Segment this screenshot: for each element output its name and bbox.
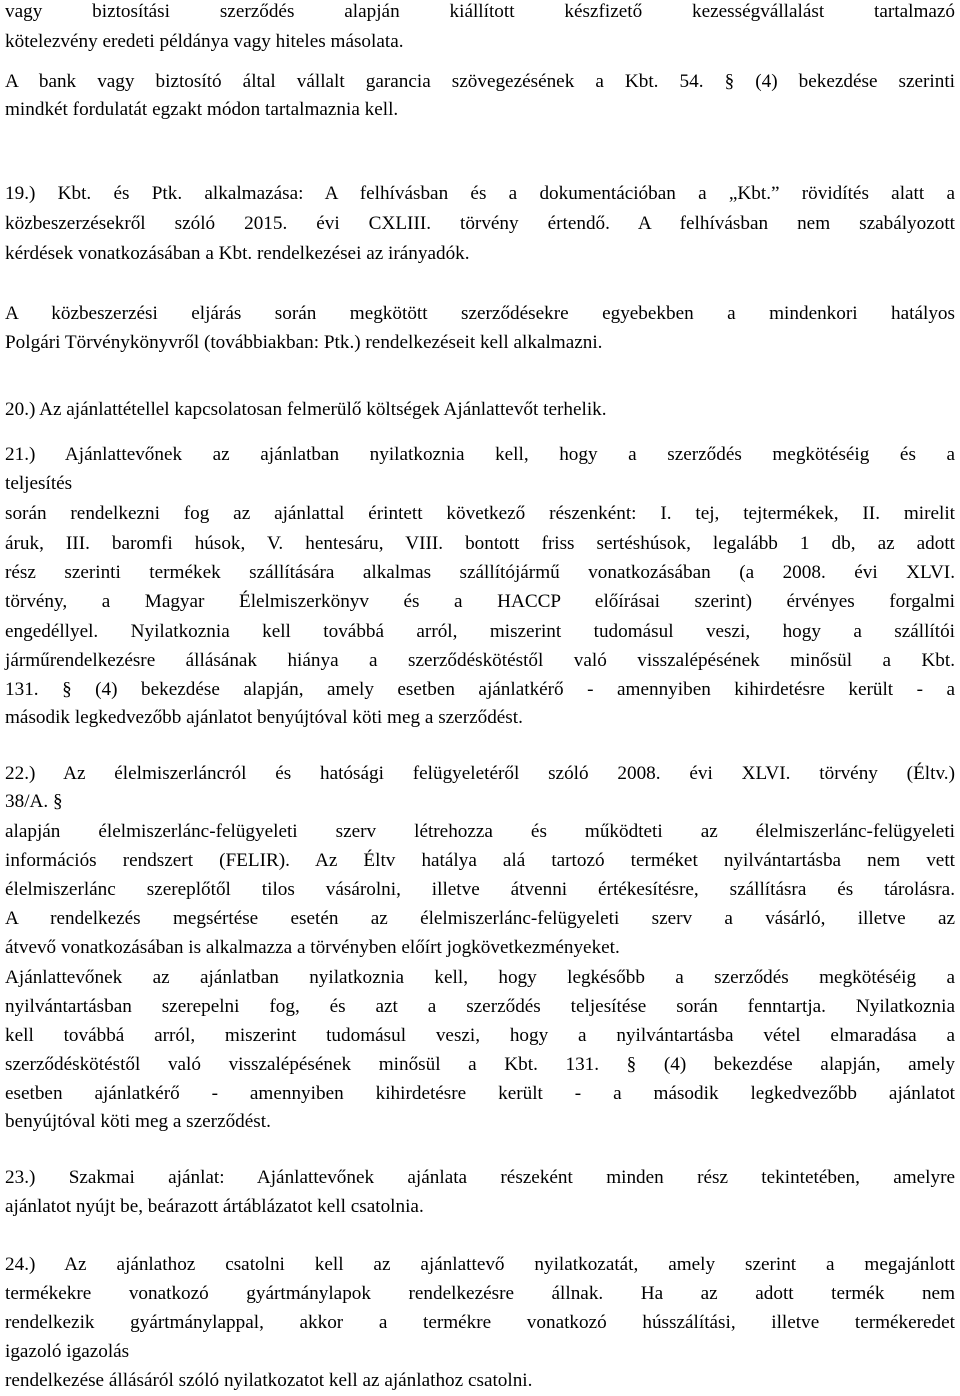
text-line: kell továbbá arról, miszerint tudomásul veszi, hogy a nyilvántartásba vétel elmaradása a (5, 1025, 955, 1046)
text-line: 20.) Az ajánlattétellel kapcsolatosan felmerülő költségek Ajánlattevőt terhelik. (5, 399, 607, 420)
text-line: rész szerinti termékek szállítására alkalmas szállítójármű vonatkozásában (a 2008. évi XLVI. (5, 562, 955, 583)
text-line: során rendelkezni fog az ajánlattal érintett következő részenként: I. tej, tejtermékek, II. mirelit (5, 503, 955, 524)
text-line: igazoló igazolás (5, 1341, 130, 1362)
text-line: benyújtóval köti meg a szerződést. (5, 1111, 271, 1132)
text-line: 23.) Szakmai ajánlat: Ajánlattevőnek ajánlata részeként minden rész tekintetében, amelyre (5, 1167, 955, 1188)
text-line: 21.) Ajánlattevőnek az ajánlatban nyilatkoznia kell, hogy a szerződés megkötéséig és a (5, 444, 955, 465)
text-line: esetben ajánlatkérő - amennyiben kihirdetésre került - a második legkedvezőbb ajánlatot (5, 1083, 955, 1104)
text-line: Polgári Törvénykönyvről (továbbiakban: Ptk.) rendelkezéseit kell alkalmazni. (5, 332, 603, 353)
text-line: 19.) Kbt. és Ptk. alkalmazása: A felhívásban és a dokumentációban a „Kbt.” rövidítés alatt a (5, 183, 955, 204)
text-line: 24.) Az ajánlathoz csatolni kell az ajánlattevő nyilatkozatát, amely szerint a megajánlott (5, 1254, 955, 1275)
text-line: áruk, III. baromfi húsok, V. hentesáru, VIII. bontott friss sertéshúsok, legalább 1 db, az adott (5, 533, 955, 554)
text-line: élelmiszerlánc szereplőtől tilos vásárolni, illetve átvenni értékesítésre, szállításra és tárolásra. (5, 879, 955, 900)
text-line: 131. § (4) bekezdése alapján, amely esetben ajánlatkérő - amennyiben kihirdetésre került - a (5, 679, 955, 700)
text-line: engedéllyel. Nyilatkoznia kell továbbá arról, miszerint tudomásul veszi, hogy a szállítói (5, 621, 955, 642)
text-line: A rendelkezés megsértése esetén az élelmiszerlánc-felügyeleti szerv a vásárló, illetve az (5, 908, 955, 929)
text-line: alapján élelmiszerlánc-felügyeleti szerv létrehozza és működteti az élelmiszerlánc-felügyeleti (5, 821, 955, 842)
text-line: termékekre vonatkozó gyártmánylapok rendelkezésre állnak. Ha az adott termék nem (5, 1283, 955, 1304)
text-line: mindkét fordulatát egzakt módon tartalmaznia kell. (5, 99, 399, 120)
text-line: kötelezvény eredeti példánya vagy hiteles másolata. (5, 31, 404, 52)
text-line: törvény, a Magyar Élelmiszerkönyv és a HACCP előírásai szerint) érvényes forgalmi (5, 591, 955, 612)
text-line: átvevő vonatkozásában is alkalmazza a törvényben előírt jogkövetkezményeket. (5, 937, 620, 958)
text-line: szerződéskötéstől való visszalépésének minősül a Kbt. 131. § (4) bekezdése alapján, amely (5, 1054, 955, 1075)
text-line: nyilvántartásban szerepelni fog, és azt a szerződés teljesítése során fenntartja. Nyilatkoznia (5, 996, 955, 1017)
text-line: A közbeszerzési eljárás során megkötött szerződésekre egyebekben a mindenkori hatályos (5, 303, 955, 324)
text-line: információs rendszert (FELIR). Az Éltv hatálya alá tartozó terméket nyilvántartásba nem vett (5, 850, 955, 871)
text-line: Ajánlattevőnek az ajánlatban nyilatkoznia kell, hogy legkésőbb a szerződés megkötéséig a (5, 967, 955, 988)
text-line: rendelkezése állásáról szóló nyilatkozatot kell az ajánlathoz csatolni. (5, 1370, 533, 1391)
text-line: közbeszerzésekről szóló 2015. évi CXLIII. törvény értendő. A felhívásban nem szabályozott (5, 213, 955, 234)
text-line: második legkedvezőbb ajánlatot benyújtóval köti meg a szerződést. (5, 707, 523, 728)
text-line: ajánlatot nyújt be, beárazott ártáblázatot kell csatolnia. (5, 1196, 424, 1217)
text-line: járműrendelkezésre állásának hiánya a szerződéskötéstől való visszalépésének minősül a Kbt. (5, 650, 955, 671)
text-line: kérdések vonatkozásában a Kbt. rendelkezései az irányadók. (5, 243, 470, 264)
text-line: teljesítés (5, 473, 73, 494)
text-line: vagy biztosítási szerződés alapján kiállított készfizető kezességvállalást tartalmazó (5, 1, 955, 22)
text-line: 22.) Az élelmiszerláncról és hatósági felügyeletéről szóló 2008. évi XLVI. törvény (Éltv.) (5, 763, 955, 784)
text-line: rendelkezik gyártmánylappal, akkor a termékre vonatkozó hússzálítási, illetve termékeredet (5, 1312, 955, 1333)
text-line: 38/A. § (5, 791, 63, 812)
text-line: A bank vagy biztosító által vállalt garancia szövegezésének a Kbt. 54. § (4) bekezdése szerinti (5, 71, 955, 92)
